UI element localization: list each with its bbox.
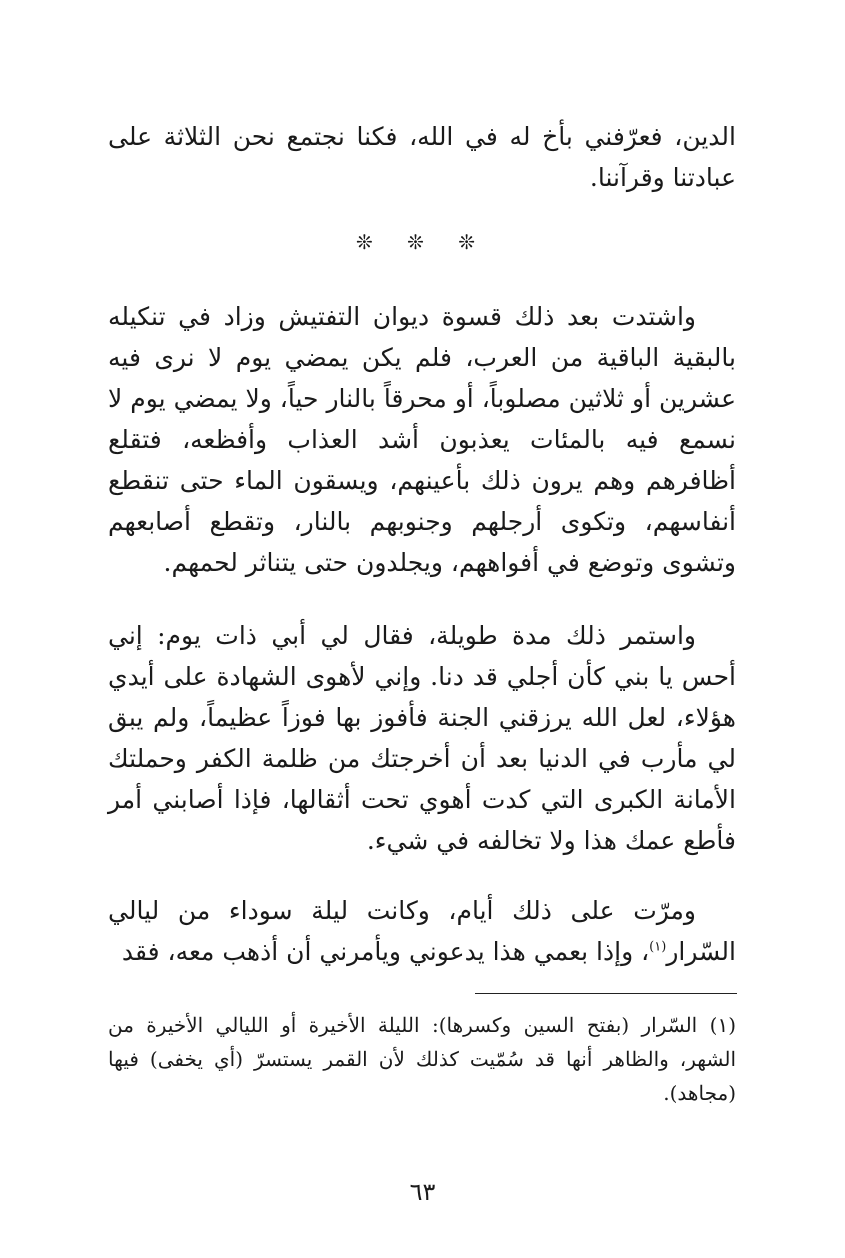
section-separator: ❊ ❊ ❊	[356, 230, 489, 254]
page-number: ٦٣	[409, 1178, 436, 1206]
footnote-label: (١)	[709, 1013, 736, 1037]
paragraph-text-after-note: ، وإذا بعمي هذا يدعوني ويأمرني أن أذهب معه، فقد	[121, 937, 650, 966]
footnote-reference[interactable]: (١)	[649, 939, 667, 955]
paragraph-inquisition: واشتدت بعد ذلك قسوة ديوان التفتيش وزاد في تنكيله بالبقية الباقية من العرب، فلم يكن يمضي يوم لا نرى فيه عشرين أو ثلاثين مصلوباً، أو محرقاً بالنار حياً، ولا يمضي يوم لا نسمع فيه بالمئات يعذبون أشد العذاب وأفظعه، فتقلع أظافرهم وهم يرون ذلك بأعينهم، ويسقون الماء حتى تنقطع أنفاسهم، وتكوى أرجلهم وجنوبهم بالنار، وتقطع أصابعهم وتشوى وتوضع في أفواههم، ويجلدون حتى يتناثر لحمهم.	[108, 302, 736, 577]
paragraph-father-speech: واستمر ذلك مدة طويلة، فقال لي أبي ذات يوم: إني أحس يا بني كأن أجلي قد دنا. وإني لأهوى الشهادة على أيدي هؤلاء، لعل الله يرزقني الجنة فأفوز بها فوزاً عظيماً، ولم يبق لي مأرب في الدنيا بعد أن أخرجتك من ظلمة الكفر وحملتك الأمانة الكبرى التي كدت أهوي تحت أثقالها، فإذا أصابني أمر فأطع عمك هذا ولا تخالفه في شيء.	[108, 621, 736, 855]
footnote	[108, 1008, 736, 1110]
paragraph-continuation: الدين، فعرّفني بأخ له في الله، فكنا نجتمع نحن الثلاثة على عبادتنا وقرآننا.	[108, 122, 736, 192]
paragraph-text-before-note: ومرّت على ذلك أيام، وكانت ليلة سوداء من ليالي السّرار	[108, 896, 736, 966]
footnote-divider	[475, 993, 737, 994]
footnote-text: السّرار (بفتح السين وكسرها): الليلة الأخيرة أو الليالي الأخيرة من الشهر، والظاهر أنها قد سُمّيت كذلك لأن القمر يستسرّ (أي يخفى) فيها (مجاهد).	[108, 1013, 736, 1105]
paragraph-dark-night	[108, 890, 736, 972]
